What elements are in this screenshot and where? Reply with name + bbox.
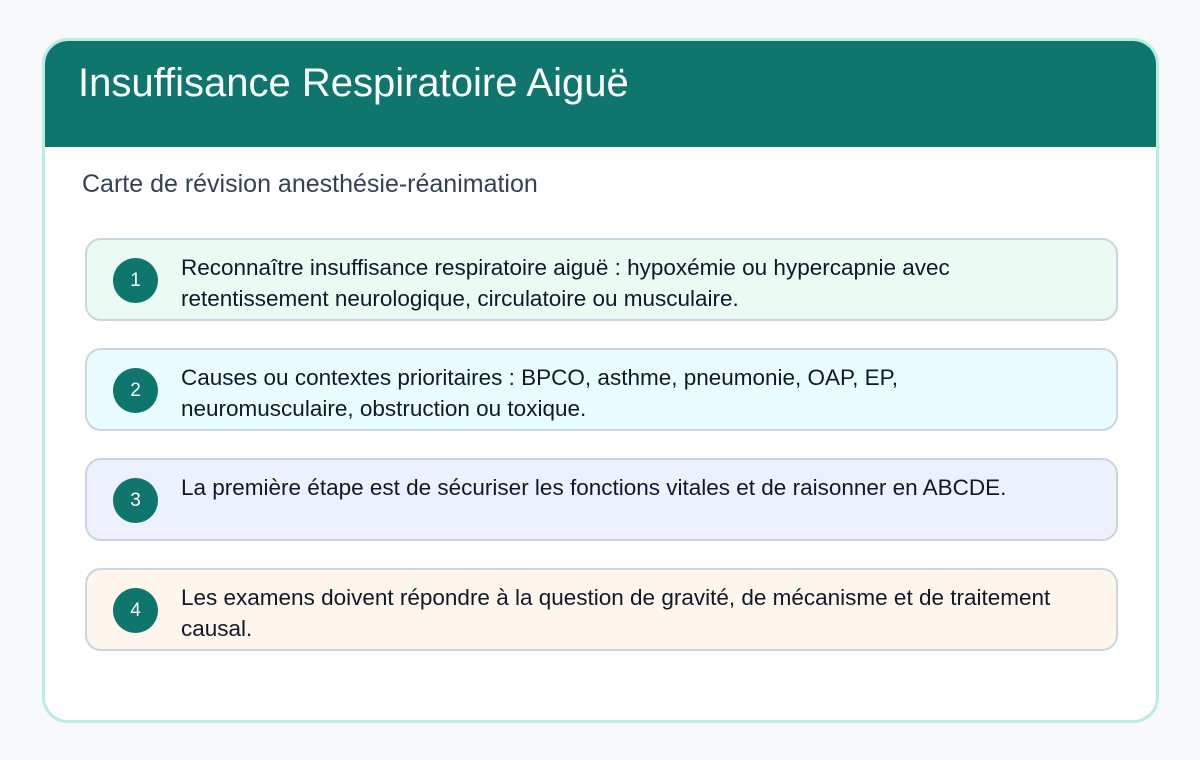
step-text: La première étape est de sécuriser les fonctions vitales et de raisonner en ABCDE. [181, 475, 1007, 500]
step-item-3 [85, 458, 1118, 541]
step-text: Les examens doivent répondre à la question de gravité, de mécanisme et de traitement causal. [181, 585, 1051, 641]
step-number-badge: 4 [113, 588, 158, 633]
step-item-1 [85, 238, 1118, 321]
step-item-2 [85, 348, 1118, 431]
step-number-badge: 2 [113, 368, 158, 413]
card-subtitle: Carte de révision anesthésie-réanimation [82, 170, 538, 198]
step-text: Reconnaître insuffisance respiratoire aiguë : hypoxémie ou hypercapnie avec retentissement neurologique, circulatoire ou musculaire. [181, 255, 950, 311]
revision-card [42, 38, 1159, 723]
step-item-4 [85, 568, 1118, 651]
card-header [42, 38, 1159, 147]
step-number-badge: 3 [113, 478, 158, 523]
page-title: Insuffisance Respiratoire Aiguë [78, 61, 629, 105]
step-text: Causes ou contextes prioritaires : BPCO, asthme, pneumonie, OAP, EP, neuromusculaire, obstruction ou toxique. [181, 365, 899, 421]
steps-list [85, 238, 1118, 678]
step-number-badge: 1 [113, 258, 158, 303]
